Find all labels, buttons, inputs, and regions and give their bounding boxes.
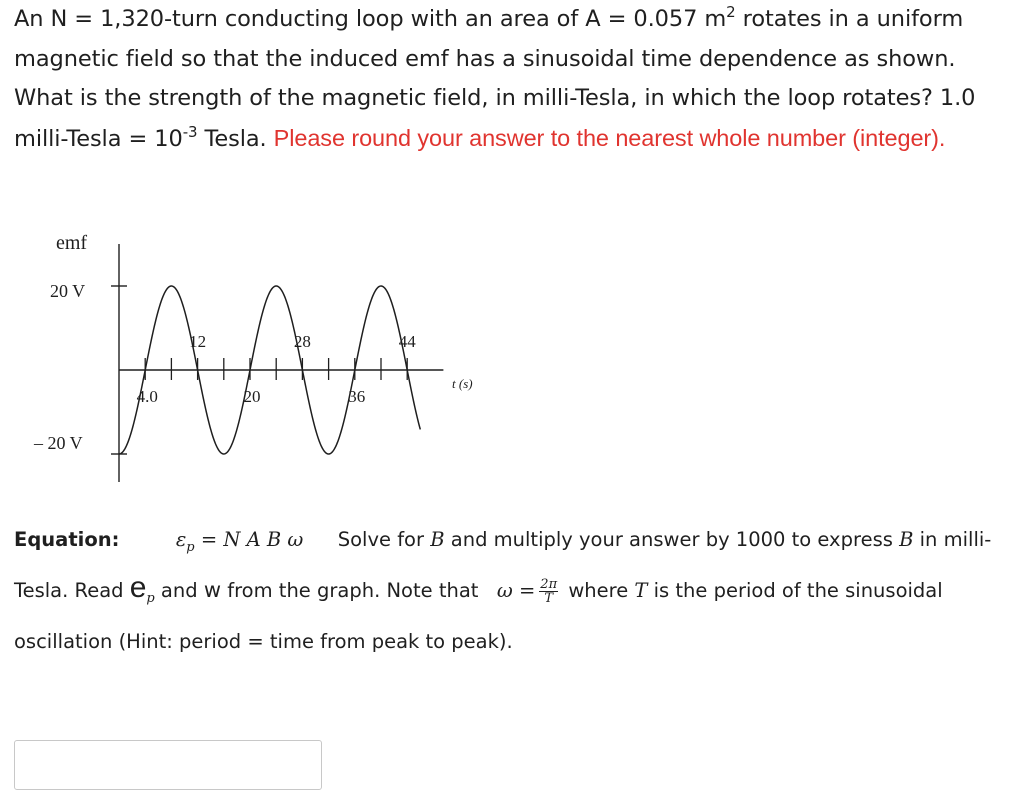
question-part1: An N = 1,320-turn conducting loop with an area of A = 0.057 m (14, 6, 727, 32)
rounding-instruction: Please round your answer to the nearest whole number (integer). (273, 124, 946, 151)
area-unit-exponent: 2 (726, 3, 736, 21)
y-tick-label-top: 20 V (50, 281, 86, 301)
answer-input[interactable] (14, 740, 322, 790)
equation-emf-symbol: ε (175, 528, 187, 551)
equation-instructions (14, 518, 1009, 663)
x-tick-label-lower: 36 (348, 387, 366, 406)
chart-layer (33, 232, 473, 482)
x-axis-label: t (s) (452, 376, 473, 391)
question-part3: Tesla. (197, 125, 274, 152)
x-tick-label-upper: 12 (189, 332, 207, 351)
period-text: is the period of the sinusoidal oscillation (Hint: period = time from peak to peak). (14, 578, 943, 653)
x-tick-label-upper: 44 (398, 332, 416, 351)
x-tick-label-lower: 20 (243, 387, 261, 406)
solve-text-c: in milli-Tesla. Read (14, 528, 992, 602)
fraction-denominator: T (544, 590, 554, 606)
y-tick-label-bottom: – 20 V (34, 433, 83, 453)
omega-fraction (539, 578, 558, 605)
x-tick-label-upper: 28 (293, 332, 311, 351)
y-axis-label: emf (56, 232, 88, 254)
read-tail: from the graph. Note that (221, 578, 485, 602)
read-e-subscript: p (146, 590, 155, 606)
read-and: and (154, 578, 204, 602)
var-b-2: B (899, 528, 914, 551)
tesla-exponent: -3 (182, 122, 198, 141)
solve-text-a: Solve for (337, 528, 431, 551)
where-text: where (562, 578, 635, 602)
x-ticks (145, 358, 407, 380)
fraction-numerator: 2π (540, 576, 558, 592)
equation-label: Equation: (14, 528, 120, 551)
var-b: B (430, 528, 445, 551)
question-part2: rotates in a uniform magnetic field so that the induced emf has a sinusoidal time dependence as shown. What is the strength of the magnetic field, in milli-Tesla, in which the loop rotates? 1.0 milli-Tesla = 10 (14, 6, 976, 152)
read-e-symbol: e (129, 570, 147, 604)
read-w-symbol: w (203, 577, 222, 602)
x-tick-label-lower: 4.0 (136, 387, 158, 406)
var-t: T (634, 578, 648, 602)
solve-text-b: and multiply your answer by 1000 to express (444, 528, 900, 551)
equation-rhs: = N A B ω (200, 528, 304, 551)
omega-lhs: ω = (496, 578, 536, 602)
equation-emf-subscript: p (186, 539, 195, 555)
